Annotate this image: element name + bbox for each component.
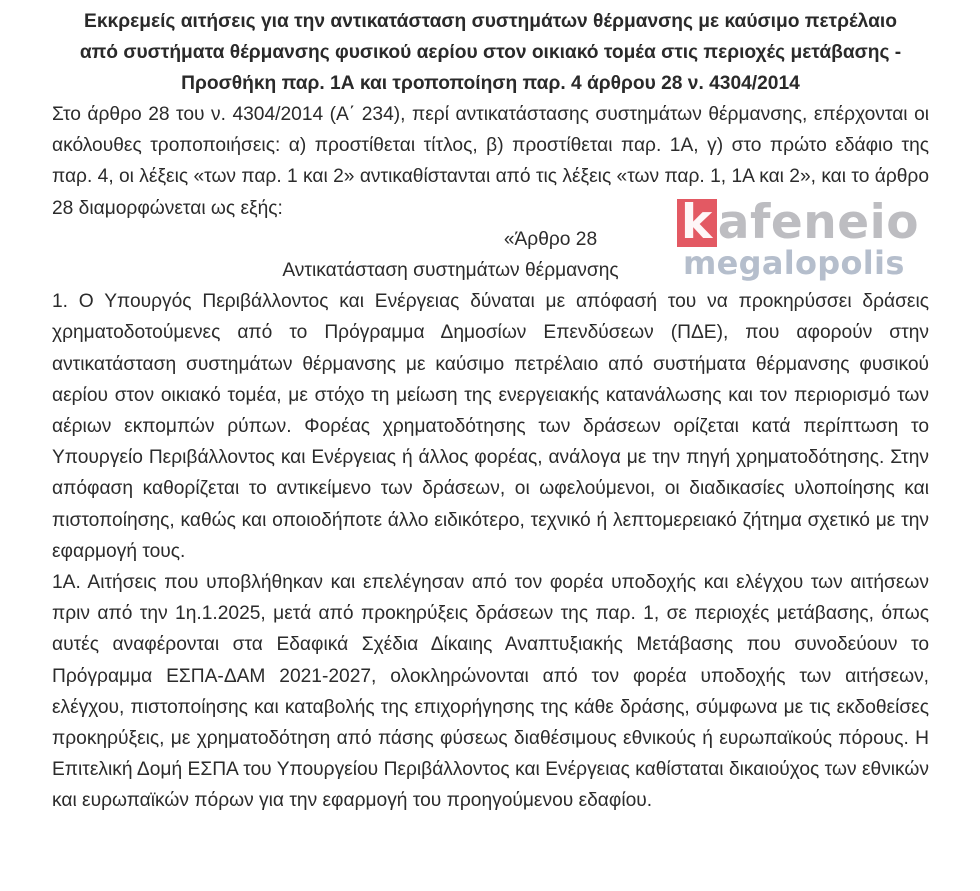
intro-paragraph: Στο άρθρο 28 του ν. 4304/2014 (Α΄ 234), περί αντικατάστασης συστημάτων θέρμανσης, επέρχονται οι ακόλουθες τροποποιήσεις: α) προστίθεται τίτλος, β) προστίθεται παρ. 1Α, γ) στο πρώτο εδάφιο της παρ. 4, οι λέξεις «των παρ. 1 και 2» αντικαθίστανται από τις λέξεις «των παρ. 1, 1Α και 2», και το άρθρο 28 διαμορφώνεται ως εξής: bbox=[52, 104, 929, 219]
paragraph-1a: 1Α. Αιτήσεις που υποβλήθηκαν και επελέγησαν από τον φορέα υποδοχής και ελέγχου των αιτήσεων πριν από την 1η.1.2025, μετά από προκηρύξεις δράσεων της παρ. 1, σε περιοχές μετάβασης, όπως αυτές αναφέρονται στα Εδαφικά Σχέδια Δίκαιης Αναπτυξιακής Μετάβασης που συνοδεύουν το Πρόγραμμα ΕΣΠΑ-ΔΑΜ 2021-2027, ολοκληρώνονται από τον φορέα υποδοχής των αιτήσεων, ελέγχου, πιστοποίησης και καταβολής της επιχορήγησης της κάθε δράσης, σύμφωνα με τις εκδοθείσες προκηρύξεις, με χρηματοδότηση από πάσης φύσεως διαθέσιμους εθνικούς ή ευρωπαϊκούς πόρους. Η Επιτελική Δομή ΕΣΠΑ του Υπουργείου Περιβάλλοντος και Ενέργειας καθίσταται δικαιούχος των εθνικών και ευρωπαϊκών πόρων για την εφαρμογή του προηγούμενου εδαφίου. bbox=[52, 572, 929, 812]
heading-line-2: από συστήματα θέρμανσης φυσικού αερίου στον οικιακό τομέα στις περιοχές μετάβασης - bbox=[79, 42, 902, 63]
watermark-subtitle: megalopolis bbox=[683, 244, 905, 282]
watermark-k-box: k bbox=[677, 199, 717, 247]
article-title: Αντικατάσταση συστημάτων θέρμανσης bbox=[282, 260, 619, 282]
watermark-brand-rest: afeneio bbox=[717, 195, 920, 250]
heading-line-3: Προσθήκη παρ. 1Α και τροποποίηση παρ. 4 άρθρου 28 ν. 4304/2014 bbox=[181, 73, 800, 94]
document-page bbox=[52, 6, 929, 817]
heading-line-1: Εκκρεμείς αιτήσεις για την αντικατάσταση συστημάτων θέρμανσης με καύσιμο πετρέλαιο bbox=[84, 11, 897, 32]
article-number: «Άρθρο 28 bbox=[503, 228, 598, 250]
paragraph-1: 1. Ο Υπουργός Περιβάλλοντος και Ενέργειας δύναται με απόφασή του να προκηρύσσει δράσεις χρηματοδοτούμενες από το Πρόγραμμα Δημοσίων Επενδύσεων (ΠΔΕ), που αφορούν στην αντικατάσταση συστημάτων θέρμανσης με καύσιμο πετρέλαιο από συστήματα θέρμανσης φυσικού αερίου στον οικιακό τομέα, με στόχο τη μείωση της ενεργειακής κατανάλωσης και τον περιορισμό των αέριων εκπομπών ρύπων. Φορέας χρηματοδότησης των δράσεων ορίζεται κατά περίπτωση το Υπουργείο Περιβάλλοντος και Ενέργειας ή άλλος φορέας, ανάλογα με την πηγή χρηματοδότησης. Στην απόφαση καθορίζεται το αντικείμενο των δράσεων, οι ωφελούμενοι, οι διαδικασίες υλοποίησης και πιστοποίησης, καθώς και οποιοδήποτε άλλο ειδικότερο, τεχνικό ή λεπτομερειακό ζήτημα σχετικό με την εφαρμογή τους. bbox=[52, 291, 929, 562]
